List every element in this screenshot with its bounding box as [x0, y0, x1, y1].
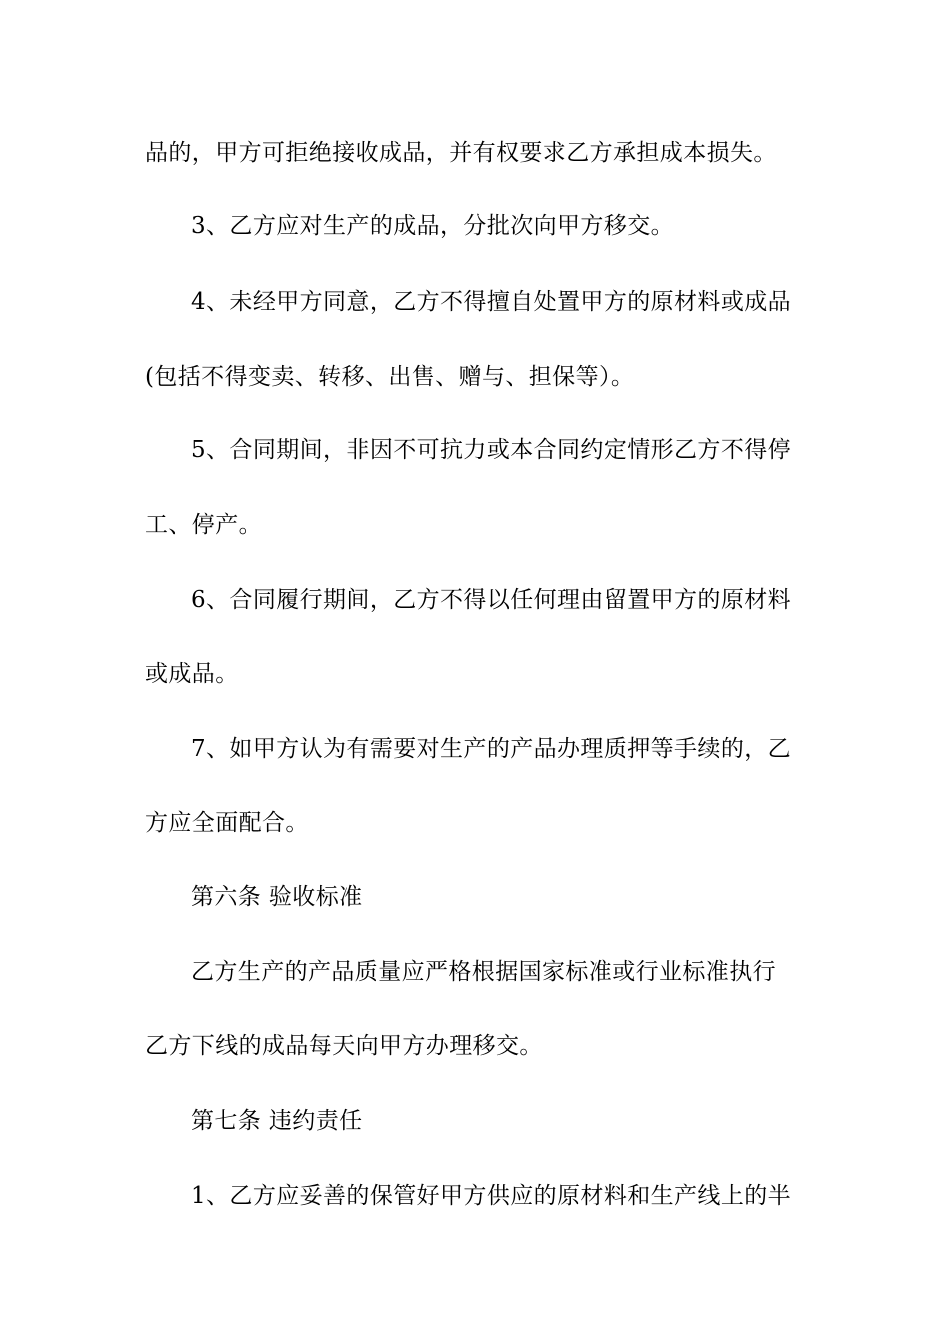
clause-6-line-2: 或成品。 — [145, 661, 239, 687]
clause-4-line-2: (包括不得变卖、转移、出售、赠与、担保等）。 — [145, 364, 635, 390]
clause-6-line-1: 6、合同履行期间，乙方不得以任何理由留置甲方的原材料 — [191, 587, 792, 613]
clause-7-line-1: 7、如甲方认为有需要对生产的产品办理质押等手续的，乙 — [191, 736, 792, 762]
article-7-heading: 第七条 违约责任 — [191, 1108, 363, 1134]
text-line-1: 品的，甲方可拒绝接收成品，并有权要求乙方承担成本损失。 — [145, 140, 777, 166]
clause-5-line-2: 工、停产。 — [145, 512, 262, 538]
article-6-heading: 第六条 验收标准 — [191, 884, 363, 910]
clause-4-line-1: 4、未经甲方同意，乙方不得擅自处置甲方的原材料或成品 — [191, 289, 792, 315]
clause-5-line-1: 5、合同期间，非因不可抗力或本合同约定情形乙方不得停 — [191, 437, 792, 463]
article-7-clause-1-line-1: 1、乙方应妥善的保管好甲方供应的原材料和生产线上的半 — [191, 1183, 792, 1209]
clause-7-line-2: 方应全面配合。 — [145, 810, 309, 836]
article-6-body-line-2: 乙方下线的成品每天向甲方办理移交。 — [145, 1033, 543, 1059]
clause-3-line: 3、乙方应对生产的成品，分批次向甲方移交。 — [191, 213, 675, 239]
article-6-body-line-1: 乙方生产的产品质量应严格根据国家标准或行业标准执行 — [191, 959, 776, 985]
